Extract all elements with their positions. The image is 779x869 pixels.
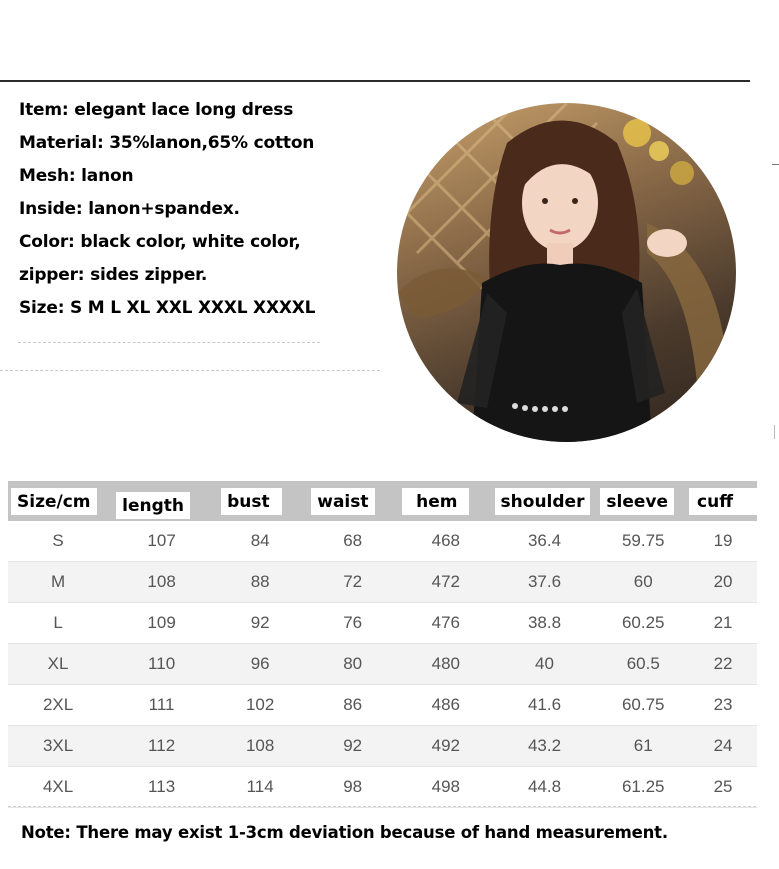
cell-cuff: 19	[689, 521, 757, 562]
cell-cuff: 22	[689, 644, 757, 685]
cell-hem: 486	[400, 685, 491, 726]
cell-hem: 480	[400, 644, 491, 685]
col-header-shoulder: shoulder	[492, 481, 598, 521]
dashed-divider	[8, 806, 756, 807]
cell-sleeve: 60.5	[597, 644, 689, 685]
cell-hem: 492	[400, 726, 491, 767]
spec-zipper: zipper: sides zipper.	[19, 265, 208, 285]
cell-length: 109	[108, 603, 215, 644]
cell-length: 111	[108, 685, 215, 726]
cell-hem: 468	[400, 521, 491, 562]
spec-size: Size: S M L XL XXL XXXL XXXXL	[19, 298, 316, 318]
cell-waist: 68	[305, 521, 400, 562]
cell-waist: 86	[305, 685, 400, 726]
col-header-waist: waist	[305, 481, 400, 521]
dashed-divider	[18, 342, 320, 343]
cell-waist: 92	[305, 726, 400, 767]
cell-size: M	[8, 562, 108, 603]
cell-cuff: 20	[689, 562, 757, 603]
col-header-sleeve: sleeve	[597, 481, 689, 521]
cell-shoulder: 40	[492, 644, 598, 685]
cell-sleeve: 61	[597, 726, 689, 767]
col-header-length: length	[108, 481, 215, 521]
cell-bust: 92	[215, 603, 305, 644]
dashed-divider	[0, 370, 380, 371]
table-row	[8, 767, 757, 808]
table-row	[8, 726, 757, 767]
cell-sleeve: 60.25	[597, 603, 689, 644]
cell-waist: 98	[305, 767, 400, 808]
cell-cuff: 25	[689, 767, 757, 808]
size-chart-header	[8, 481, 757, 521]
cell-sleeve: 60	[597, 562, 689, 603]
cell-shoulder: 38.8	[492, 603, 598, 644]
table-row	[8, 562, 757, 603]
col-header-cuff: cuff	[689, 481, 757, 521]
cell-cuff: 23	[689, 685, 757, 726]
cell-cuff: 24	[689, 726, 757, 767]
table-row	[8, 644, 757, 685]
cell-hem: 472	[400, 562, 491, 603]
spec-color: Color: black color, white color,	[19, 232, 301, 252]
measurement-note: Note: There may exist 1-3cm deviation because of hand measurement.	[21, 823, 668, 842]
cell-length: 110	[108, 644, 215, 685]
spec-mesh: Mesh: lanon	[19, 166, 134, 186]
cell-bust: 84	[215, 521, 305, 562]
cell-hem: 476	[400, 603, 491, 644]
cell-bust: 114	[215, 767, 305, 808]
cell-size: S	[8, 521, 108, 562]
cell-waist: 76	[305, 603, 400, 644]
cell-size: XL	[8, 644, 108, 685]
cell-length: 107	[108, 521, 215, 562]
table-row	[8, 685, 757, 726]
cell-length: 113	[108, 767, 215, 808]
cell-bust: 88	[215, 562, 305, 603]
cell-size: 2XL	[8, 685, 108, 726]
edge-mark	[774, 425, 775, 439]
col-header-hem: hem	[400, 481, 491, 521]
spec-item: Item: elegant lace long dress	[19, 100, 294, 120]
cell-shoulder: 41.6	[492, 685, 598, 726]
cell-waist: 72	[305, 562, 400, 603]
cell-cuff: 21	[689, 603, 757, 644]
edge-mark	[772, 164, 779, 165]
size-chart	[8, 481, 757, 808]
cell-size: 4XL	[8, 767, 108, 808]
product-specs	[19, 96, 315, 327]
spec-inside: Inside: lanon+spandex.	[19, 199, 240, 219]
cell-bust: 96	[215, 644, 305, 685]
cell-shoulder: 44.8	[492, 767, 598, 808]
cell-size: L	[8, 603, 108, 644]
model-photo	[397, 103, 736, 442]
cell-size: 3XL	[8, 726, 108, 767]
cell-waist: 80	[305, 644, 400, 685]
col-header-bust: bust	[215, 481, 305, 521]
top-divider	[0, 80, 750, 82]
cell-shoulder: 36.4	[492, 521, 598, 562]
cell-sleeve: 59.75	[597, 521, 689, 562]
cell-length: 112	[108, 726, 215, 767]
cell-bust: 102	[215, 685, 305, 726]
cell-sleeve: 60.75	[597, 685, 689, 726]
cell-shoulder: 43.2	[492, 726, 598, 767]
model-photo-illustration	[397, 103, 736, 442]
spec-material: Material: 35%lanon,65% cotton	[19, 133, 315, 153]
table-row	[8, 603, 757, 644]
table-row	[8, 521, 757, 562]
cell-bust: 108	[215, 726, 305, 767]
cell-shoulder: 37.6	[492, 562, 598, 603]
col-header-size: Size/cm	[8, 481, 108, 521]
cell-length: 108	[108, 562, 215, 603]
cell-hem: 498	[400, 767, 491, 808]
cell-sleeve: 61.25	[597, 767, 689, 808]
